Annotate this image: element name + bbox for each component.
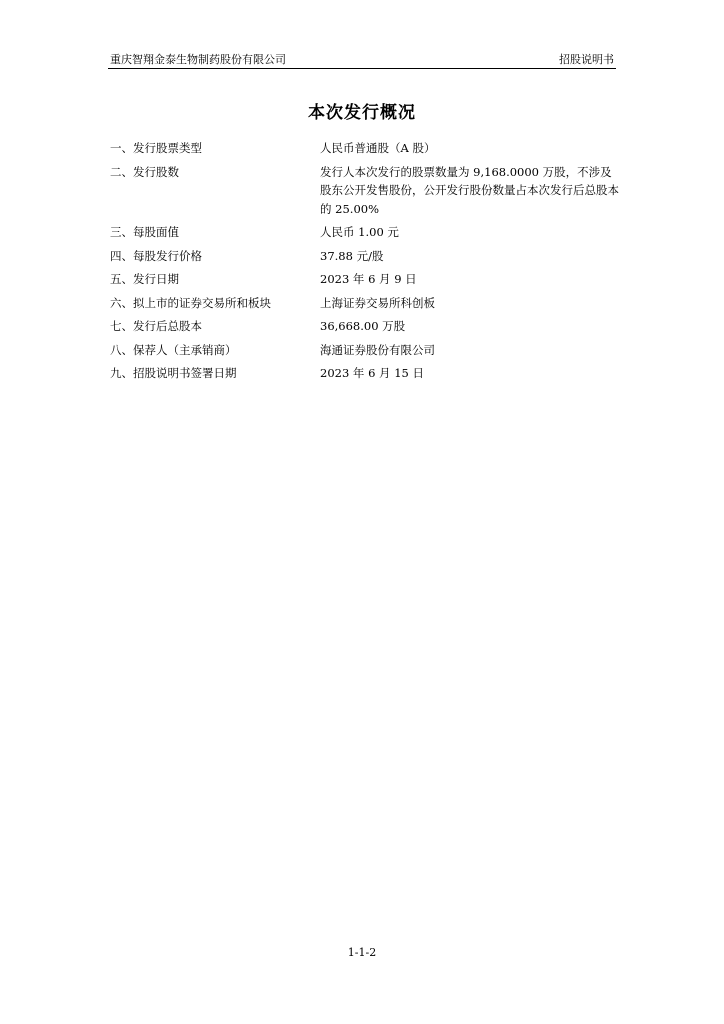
row-issue-date bbox=[110, 270, 620, 289]
row-label: 七、发行后总股本 bbox=[110, 319, 202, 333]
offering-summary-list bbox=[110, 139, 620, 388]
row-label: 三、每股面值 bbox=[110, 225, 179, 239]
row-value: 发行人本次发行的股票数量为 9,168.0000 万股，不涉及股东公开发售股份，公开发行股份数量占本次发行后总股本的 25.00% bbox=[320, 164, 619, 216]
row-value: 2023 年 6 月 9 日 bbox=[320, 272, 417, 286]
row-label: 八、保荐人（主承销商） bbox=[110, 342, 237, 357]
row-listing-exchange bbox=[110, 294, 620, 313]
row-value: 人民币 1.00 元 bbox=[320, 225, 399, 239]
header-divider bbox=[108, 68, 616, 69]
page-header bbox=[108, 53, 616, 69]
row-label: 二、发行股数 bbox=[110, 164, 179, 179]
row-label: 九、招股说明书签署日期 bbox=[110, 366, 237, 380]
row-label: 五、发行日期 bbox=[110, 272, 179, 286]
row-value: 37.88 元/股 bbox=[320, 248, 384, 263]
row-label: 一、发行股票类型 bbox=[110, 141, 202, 155]
row-par-value bbox=[110, 223, 620, 242]
row-share-type bbox=[110, 139, 620, 158]
page-number: 1-1-2 bbox=[347, 946, 377, 959]
company-name: 重庆智翔金泰生物制药股份有限公司 bbox=[110, 53, 286, 66]
row-value: 上海证券交易所科创板 bbox=[320, 295, 435, 310]
row-signing-date bbox=[110, 364, 620, 383]
row-value: 海通证券股份有限公司 bbox=[320, 342, 435, 357]
row-share-count bbox=[110, 163, 620, 219]
row-label: 六、拟上市的证券交易所和板块 bbox=[110, 295, 271, 310]
row-value: 人民币普通股（A 股） bbox=[320, 141, 436, 155]
row-issue-price bbox=[110, 247, 620, 266]
page-title: 本次发行概况 bbox=[308, 103, 416, 123]
document-type: 招股说明书 bbox=[559, 53, 614, 66]
row-total-shares bbox=[110, 317, 620, 336]
row-sponsor bbox=[110, 341, 620, 360]
row-value: 36,668.00 万股 bbox=[320, 319, 406, 333]
row-value: 2023 年 6 月 15 日 bbox=[320, 366, 424, 380]
row-label: 四、每股发行价格 bbox=[110, 248, 202, 263]
